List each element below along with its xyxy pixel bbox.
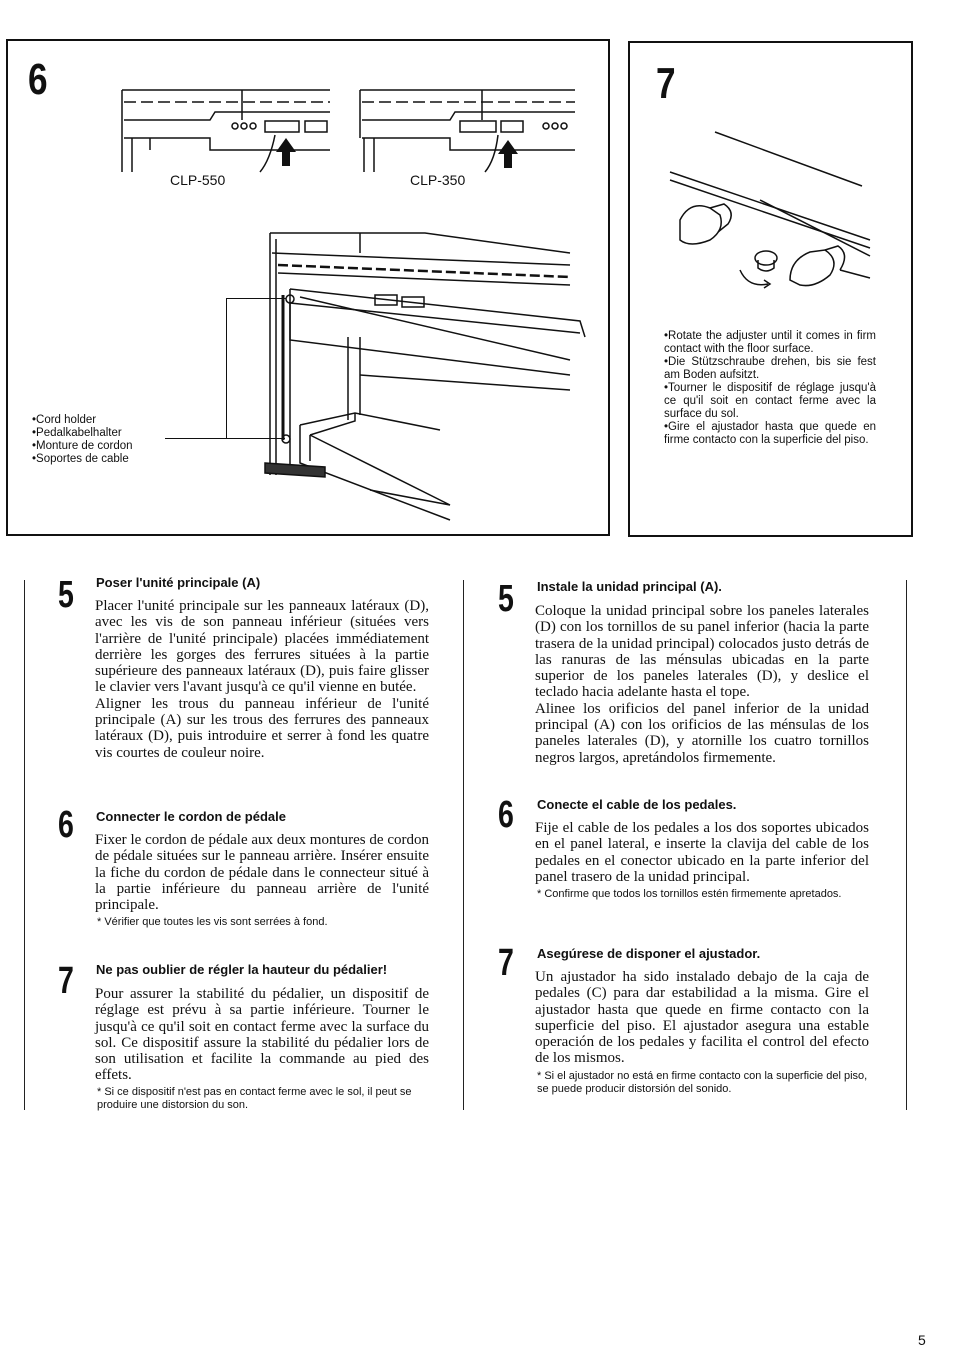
caption-en: •Rotate the adjuster until it comes in firm contact with the floor surface. <box>664 330 876 355</box>
es-step-6-number: 6 <box>498 794 514 836</box>
model-label-clp550: CLP-550 <box>170 172 226 188</box>
page-number: 5 <box>918 1332 926 1348</box>
es-step-5-body <box>535 603 869 766</box>
caption-es: •Gire el ajustador hasta que quede en firme contacto con la superficie del piso. <box>664 421 876 446</box>
es-step-7-note: * Si el ajustador no está en firme contacto con la superficie del piso, se puede producir distorsión del sonido. <box>537 1070 868 1095</box>
adjuster-captions <box>664 330 876 447</box>
es-step-6-body <box>535 820 869 885</box>
fr-step-5-body <box>95 598 429 761</box>
pedal-adjuster-illustration <box>640 120 890 300</box>
caption-fr: •Tourner le dispositif de réglage jusqu'à ce qu'il soit en contact ferme avec la surface du sol. <box>664 382 876 420</box>
fr-step-6-note: * Vérifier que toutes les vis sont serrées à fond. <box>97 916 328 928</box>
column-rule-right <box>906 580 907 1110</box>
caption-de: •Die Stützschraube drehen, bis sie fest am Boden aufsitzt. <box>664 356 876 381</box>
column-rule-left <box>24 580 25 1110</box>
cord-holder-label-fr: •Monture de cordon <box>32 440 133 452</box>
es-step-5-para-2: Alinee los orificios del panel inferior de la unidad principal (A) con los orificios de las ménsulas de los paneles laterales (D), y atornille los cuatro tornillos negros largos, apretándolos firmemente. <box>535 700 869 766</box>
fr-step-7-para-1: Pour assurer la stabilité du pédalier, un dispositif de réglage est prévu à sa partie inférieure. Tourner le jusqu'à ce qu'il soit en contact ferme avec la surface du sol. Ce dispositif assure la stabilité du pédalier lors de son utilisation et facilite la commande au pied des effets. <box>95 986 429 1084</box>
es-step-7-title: Asegúrese de disponer el ajustador. <box>537 946 761 961</box>
leader-line <box>226 298 227 438</box>
cord-holder-label-es: •Soportes de cable <box>32 453 129 465</box>
es-step-5-title: Instale la unidad principal (A). <box>537 579 722 594</box>
es-step-5-para-1: Coloque la unidad principal sobre los paneles laterales (D) con los tornillos de su panel inferior (hacia la parte trasera de la unidad principal) colocados justo detrás de las ranuras de las ménsulas ubicadas en la parte superior de los paneles laterales (D), y deslice el teclado hacia adelante hasta el tope. <box>535 603 869 701</box>
fr-step-6-body <box>95 832 429 913</box>
es-step-7-number: 7 <box>498 942 514 984</box>
figure-7-number: 7 <box>656 59 676 108</box>
figure-6-number: 6 <box>28 55 48 104</box>
cord-holder-label-de: •Pedalkabelhalter <box>32 427 122 439</box>
clp350-illustration <box>350 80 580 180</box>
fr-step-7-note: * Si ce dispositif n'est pas en contact ferme avec le sol, il peut se produire une distorsion du son. <box>97 1086 412 1111</box>
es-step-6-para-1: Fije el cable de los pedales a los dos soportes ubicados en el panel lateral, e inserte la clavija del cable de los pedales en el conector ubicado en la parte inferior del panel trasero de la unidad principal. <box>535 820 869 885</box>
model-label-clp350: CLP-350 <box>410 172 466 188</box>
column-rule-middle <box>463 580 464 1110</box>
es-step-5-number: 5 <box>498 578 514 620</box>
es-step-6-title: Conecte el cable de los pedales. <box>537 797 737 812</box>
fr-step-7-number: 7 <box>58 960 74 1002</box>
es-step-7-body <box>535 969 869 1067</box>
fr-step-6-title: Connecter le cordon de pédale <box>96 809 286 824</box>
fr-step-7-body <box>95 986 429 1084</box>
clp550-illustration <box>110 80 340 180</box>
fr-step-5-number: 5 <box>58 574 74 616</box>
piano-assembly-illustration <box>150 225 590 525</box>
es-step-7-para-1: Un ajustador ha sido instalado debajo de la caja de pedales (C) para dar estabilidad a la misma. Gire el ajustador hasta que quede en firme contacto con la superficie del piso. El ajustador asegura una estable operación de los pedales y facilita el control del efecto de los mismos. <box>535 969 869 1067</box>
es-step-6-note: * Confirme que todos los tornillos estén firmemente apretados. <box>537 888 842 900</box>
leader-line <box>165 438 285 439</box>
fr-step-5-para-2: Aligner les trous du panneau inférieur de l'unité principale (A) sur les trous des ferrures des panneaux latéraux (D), puis introduire et serrer à fond les quatre vis courtes de couleur noire. <box>95 695 429 761</box>
cord-holder-labels <box>32 414 133 466</box>
fr-step-7-title: Ne pas oublier de régler la hauteur du pédalier! <box>96 962 388 977</box>
fr-step-5-para-1: Placer l'unité principale sur les panneaux latéraux (D), avec les vis de son panneau inférieur (situées vers l'arrière de l'unité principale) placées immédiatement derrière les gorges des ferrures situées à la partie supérieure des panneaux latéraux (D), puis faire glisser le clavier vers l'avant jusqu'à ce qu'il vienne en butée. <box>95 598 429 696</box>
leader-line <box>226 298 286 299</box>
fr-step-5-title: Poser l'unité principale (A) <box>96 575 261 590</box>
fr-step-6-para-1: Fixer le cordon de pédale aux deux montures de cordon de pédale situées sur le panneau arrière. Insérer ensuite la fiche du cordon de pédale dans le connecteur situé à la partie inférieure du panneau arrière de l'unité principale. <box>95 832 429 914</box>
cord-holder-label-en: •Cord holder <box>32 414 97 426</box>
fr-step-6-number: 6 <box>58 804 74 846</box>
